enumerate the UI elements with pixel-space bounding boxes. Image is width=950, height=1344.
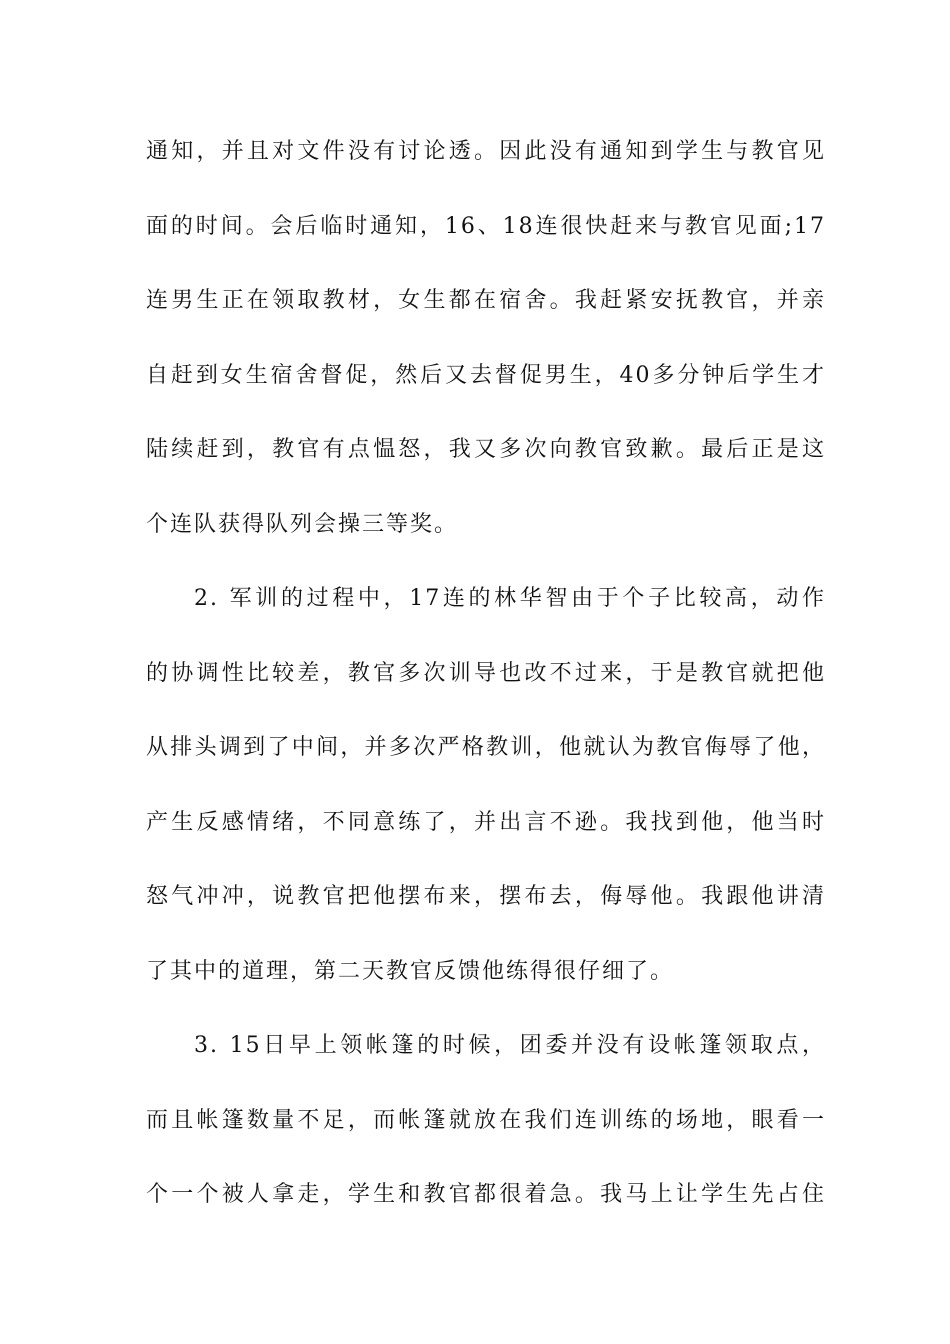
text-line: 了其中的道理，第二天教官反馈他练得很仔细了。 [146, 958, 675, 984]
text-line: 的协调性比较差，教官多次训导也改不过来，于是教官就把他 [146, 660, 826, 686]
text-line: 陆续赶到，教官有点愠怒，我又多次向教官致歉。最后正是这 [146, 437, 826, 462]
text-line: 从排头调到了中间，并多次严格教训，他就认为教官侮辱了他， [146, 735, 826, 760]
text-line: 通知，并且对文件没有讨论透。因此没有通知到学生与教官见 [146, 139, 826, 164]
text-line: 自赶到女生宿舍督促，然后又去督促男生，40多分钟后学生才 [146, 362, 826, 388]
text-line: 怒气冲冲，说教官把他摆布来，摆布去，侮辱他。我跟他讲清 [146, 884, 826, 909]
text-line: 产生反感情绪，不同意练了，并出言不逊。我找到他，他当时 [146, 809, 826, 835]
text-line: 个连队获得队列会操三等奖。 [146, 511, 459, 537]
body-text [146, 133, 826, 1251]
text-line-paragraph-2-start: 2. 军训的过程中，17连的林华智由于个子比较高，动作 [194, 586, 826, 611]
text-line-paragraph-3-start: 3. 15日早上领帐篷的时候，团委并没有设帐篷领取点， [194, 1033, 826, 1058]
text-line: 面的时间。会后临时通知，16、18连很快赶来与教官见面;17 [146, 213, 826, 239]
text-line: 个一个被人拿走，学生和教官都很着急。我马上让学生先占住 [146, 1182, 826, 1207]
text-line: 连男生正在领取教材，女生都在宿舍。我赶紧安抚教官，并亲 [146, 288, 826, 313]
text-line: 而且帐篷数量不足，而帐篷就放在我们连训练的场地，眼看一 [146, 1107, 826, 1133]
